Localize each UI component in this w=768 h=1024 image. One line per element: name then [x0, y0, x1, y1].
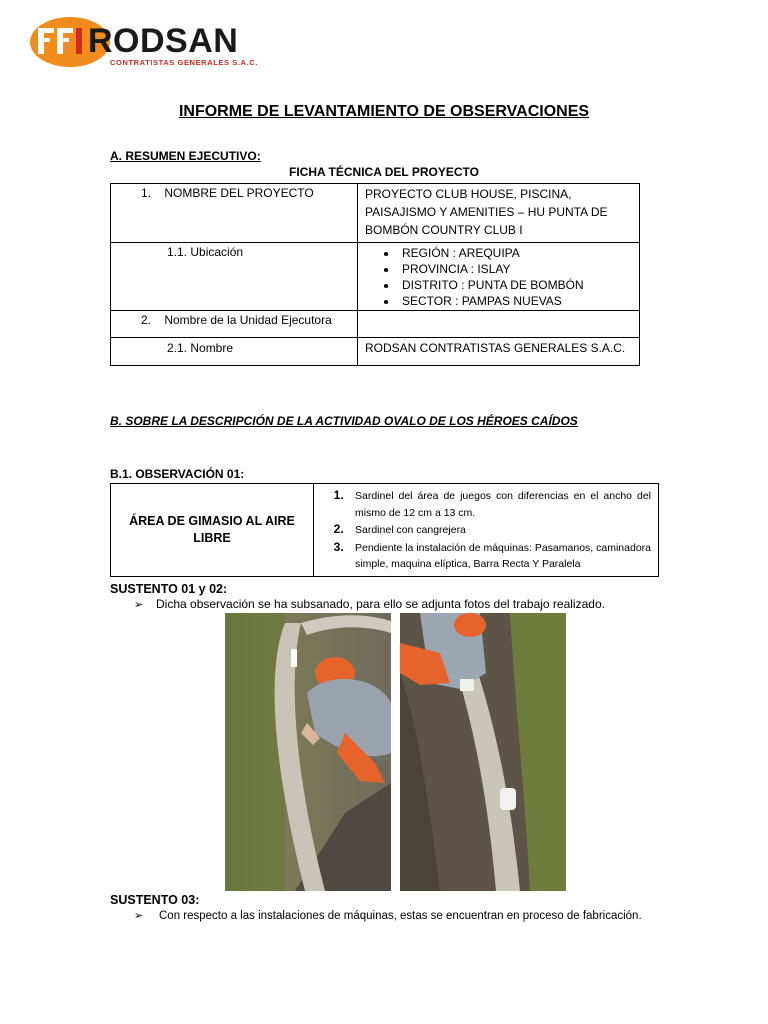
- table-cell: [358, 243, 640, 311]
- row-value: PROYECTO CLUB HOUSE, PISCINA, PAISAJISMO Y AMENITIES – HU PUNTA DE BOMBÓN COUNTRY CLUB I: [365, 187, 608, 237]
- list-item: • PROVINCIA : ISLAY: [398, 261, 639, 277]
- table-cell: [111, 338, 358, 366]
- row-label: 2.1. Nombre: [167, 341, 234, 355]
- company-logo: [30, 14, 262, 72]
- table-cell: [111, 184, 358, 243]
- row-label: 2. Nombre de la Unidad Ejecutora: [141, 313, 332, 327]
- arrow-bullet-icon: ➢: [134, 910, 144, 922]
- table-row: [111, 184, 640, 243]
- list-item: 2. Sardinel con cangrejera: [347, 521, 651, 539]
- observation-list: [315, 485, 657, 575]
- location-list: [358, 245, 639, 309]
- section-b-heading: B. SOBRE LA DESCRIPCIÓN DE LA ACTIVIDAD OVALO DE LOS HÉROES CAÍDOS: [110, 414, 578, 428]
- table-cell: [358, 338, 640, 366]
- list-item: 3. Pendiente la instalación de máquinas: Pasamanos, caminadora simple, maquina elíptica, Barra Recta Y Paralela: [347, 539, 651, 573]
- table-cell: [358, 184, 640, 243]
- list-item: • SECTOR : PAMPAS NUEVAS: [398, 293, 639, 309]
- sustento-1-line: [134, 597, 605, 611]
- list-item: 1. Sardinel del área de juegos con diferencias en el ancho del mismo de 12 cm a 13 cm.: [347, 487, 651, 521]
- document-title: INFORME DE LEVANTAMIENTO DE OBSERVACIONES: [178, 103, 590, 120]
- row-value: RODSAN CONTRATISTAS GENERALES S.A.C.: [365, 341, 626, 355]
- table-row: [111, 484, 659, 577]
- list-item: • REGIÓN : AREQUIPA: [398, 245, 639, 261]
- sustento-1-text: Dicha observación se ha subsanado, para ello se adjunta fotos del trabajo realizado.: [156, 597, 605, 611]
- logo-tagline: CONTRATISTAS GENERALES S.A.C.: [110, 58, 258, 67]
- table-row: [111, 243, 640, 311]
- project-sheet-table: [110, 183, 640, 366]
- observation-heading: B.1. OBSERVACIÓN 01:: [110, 467, 245, 481]
- table-cell: [358, 311, 640, 338]
- sustento-3-heading: SUSTENTO 03:: [110, 893, 200, 907]
- table-cell: [111, 243, 358, 311]
- observation-cell: [314, 484, 659, 577]
- row-label: 1. NOMBRE DEL PROYECTO: [141, 186, 314, 200]
- list-item: • DISTRITO : PUNTA DE BOMBÓN: [398, 277, 639, 293]
- table-row: [111, 311, 640, 338]
- sustento-1-heading: SUSTENTO 01 y 02:: [110, 582, 228, 596]
- observation-table: [110, 483, 659, 577]
- row-label: 1.1. Ubicación: [167, 245, 244, 259]
- section-a-heading: A. RESUMEN EJECUTIVO:: [110, 149, 261, 163]
- sustento-3-line: [134, 909, 642, 922]
- work-photo-2: [400, 613, 566, 891]
- arrow-bullet-icon: ➢: [134, 599, 144, 611]
- sustento-3-text: Con respecto a las instalaciones de máquinas, estas se encuentran en proceso de fabricación.: [159, 910, 642, 922]
- table-title: FICHA TÉCNICA DEL PROYECTO: [288, 165, 479, 179]
- table-row: [111, 338, 640, 366]
- area-cell: ÁREA DE GIMASIO AL AIRE LIBRE: [111, 484, 314, 577]
- table-cell: [111, 311, 358, 338]
- work-photo-1: [225, 613, 391, 891]
- row-value: [358, 311, 639, 315]
- logo-wordmark: RODSAN: [88, 22, 239, 60]
